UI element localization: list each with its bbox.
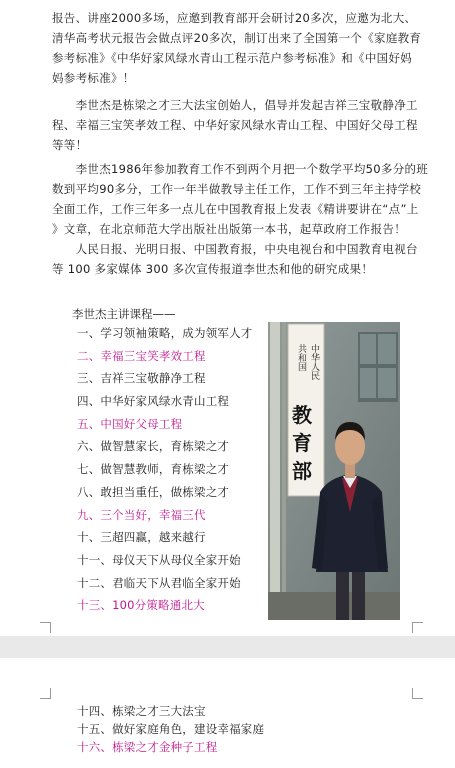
text-line: 全面工作，工作三年多一点儿在中国教育报上发表《精讲要讲在“点”上 xyxy=(52,202,419,216)
sign-large-text: 育 xyxy=(292,431,312,455)
text-line: 》文章，在北京师范大学出版社出版第一本书，起草政府工作报告！ xyxy=(52,222,406,236)
page-separator xyxy=(0,636,455,658)
course-item: 十三、100分策略通北大 xyxy=(77,598,205,613)
text-line: 等 100 多家媒体 300 多次宣传报道李世杰和他的研究成果！ xyxy=(52,262,374,276)
course-item: 十一、母仪天下从母仪全家开始 xyxy=(77,552,241,567)
paragraph-career xyxy=(52,159,429,279)
text-line: 清华高考状元报告会做点评20多次，制订出来了全国第一个《家庭教育 xyxy=(52,31,422,45)
page-corner-mark xyxy=(412,622,423,633)
paragraph-founder xyxy=(52,95,418,155)
text-line: 数到平均90多分，工作一年半做教导主任工作，工作不到三年主持学校 xyxy=(52,182,422,196)
course-item: 一、学习领袖策略，成为领军人才 xyxy=(77,326,253,340)
course-item: 十六、栋梁之才金种子工程 xyxy=(77,740,218,754)
page-corner-mark xyxy=(412,688,423,699)
text-line: 参考标准》《中华好家风绿水青山工程示范户参考标准》和《中国好妈 xyxy=(52,51,413,65)
course-item: 六、做智慧家长，育栋梁之才 xyxy=(77,439,230,454)
course-item: 十、三超四赢，越来越行 xyxy=(77,530,206,545)
course-list xyxy=(77,322,253,617)
course-item: 二、幸福三宝笑孝效工程 xyxy=(77,348,206,363)
course-item: 五、中国好父母工程 xyxy=(77,416,183,431)
speaker-photo xyxy=(268,322,400,620)
page-corner-mark xyxy=(40,622,51,633)
course-item: 十四、栋梁之才三大法宝 xyxy=(77,704,206,718)
sign-large-text: 部 xyxy=(292,459,312,483)
course-item: 十五、做好家庭角色，建设幸福家庭 xyxy=(77,722,265,736)
text-line: 报告、讲座2000多场，应邀到教育部开会研讨20多次，应邀为北大、 xyxy=(52,11,417,25)
course-item: 四、中华好家风绿水青山工程 xyxy=(77,394,230,409)
sign-small-text: 共和国 xyxy=(296,344,306,371)
course-list-continued xyxy=(77,702,264,756)
text-line: 李世杰1986年参加教育工作不到两个月把一个数学平均50多分的班 xyxy=(52,162,429,176)
course-item: 八、敢担当重任，做栋梁之才 xyxy=(77,484,230,499)
speaker-photo-illustration xyxy=(268,322,400,620)
text-line: 等等！ xyxy=(52,138,88,152)
course-item: 七、做智慧教师，育栋梁之才 xyxy=(77,462,230,477)
sign-large-text: 教 xyxy=(292,403,312,427)
course-item: 十二、君临天下从君临全家开始 xyxy=(77,575,241,590)
sign-small-text: 中华人民 xyxy=(309,344,319,380)
text-line: 人民日报、光明日报、中国教育报，中央电视台和中国教育电视台 xyxy=(52,242,418,256)
text-line: 程、幸福三宝笑孝效工程、中华好家风绿水青山工程、中国好父母工程 xyxy=(52,118,418,132)
paragraph-intro xyxy=(52,8,422,88)
text-line: 李世杰是栋梁之才三大法宝创始人，倡导并发起吉祥三宝敬静净工 xyxy=(52,98,418,112)
page-corner-mark xyxy=(40,688,51,699)
document-page-2 xyxy=(0,658,455,768)
courses-heading: 李世杰主讲课程—— xyxy=(72,307,176,321)
course-item: 三、吉祥三宝敬静净工程 xyxy=(77,371,206,386)
course-item: 九、三个当好，幸福三代 xyxy=(77,507,206,522)
text-line: 妈参考标准》！ xyxy=(52,71,135,85)
